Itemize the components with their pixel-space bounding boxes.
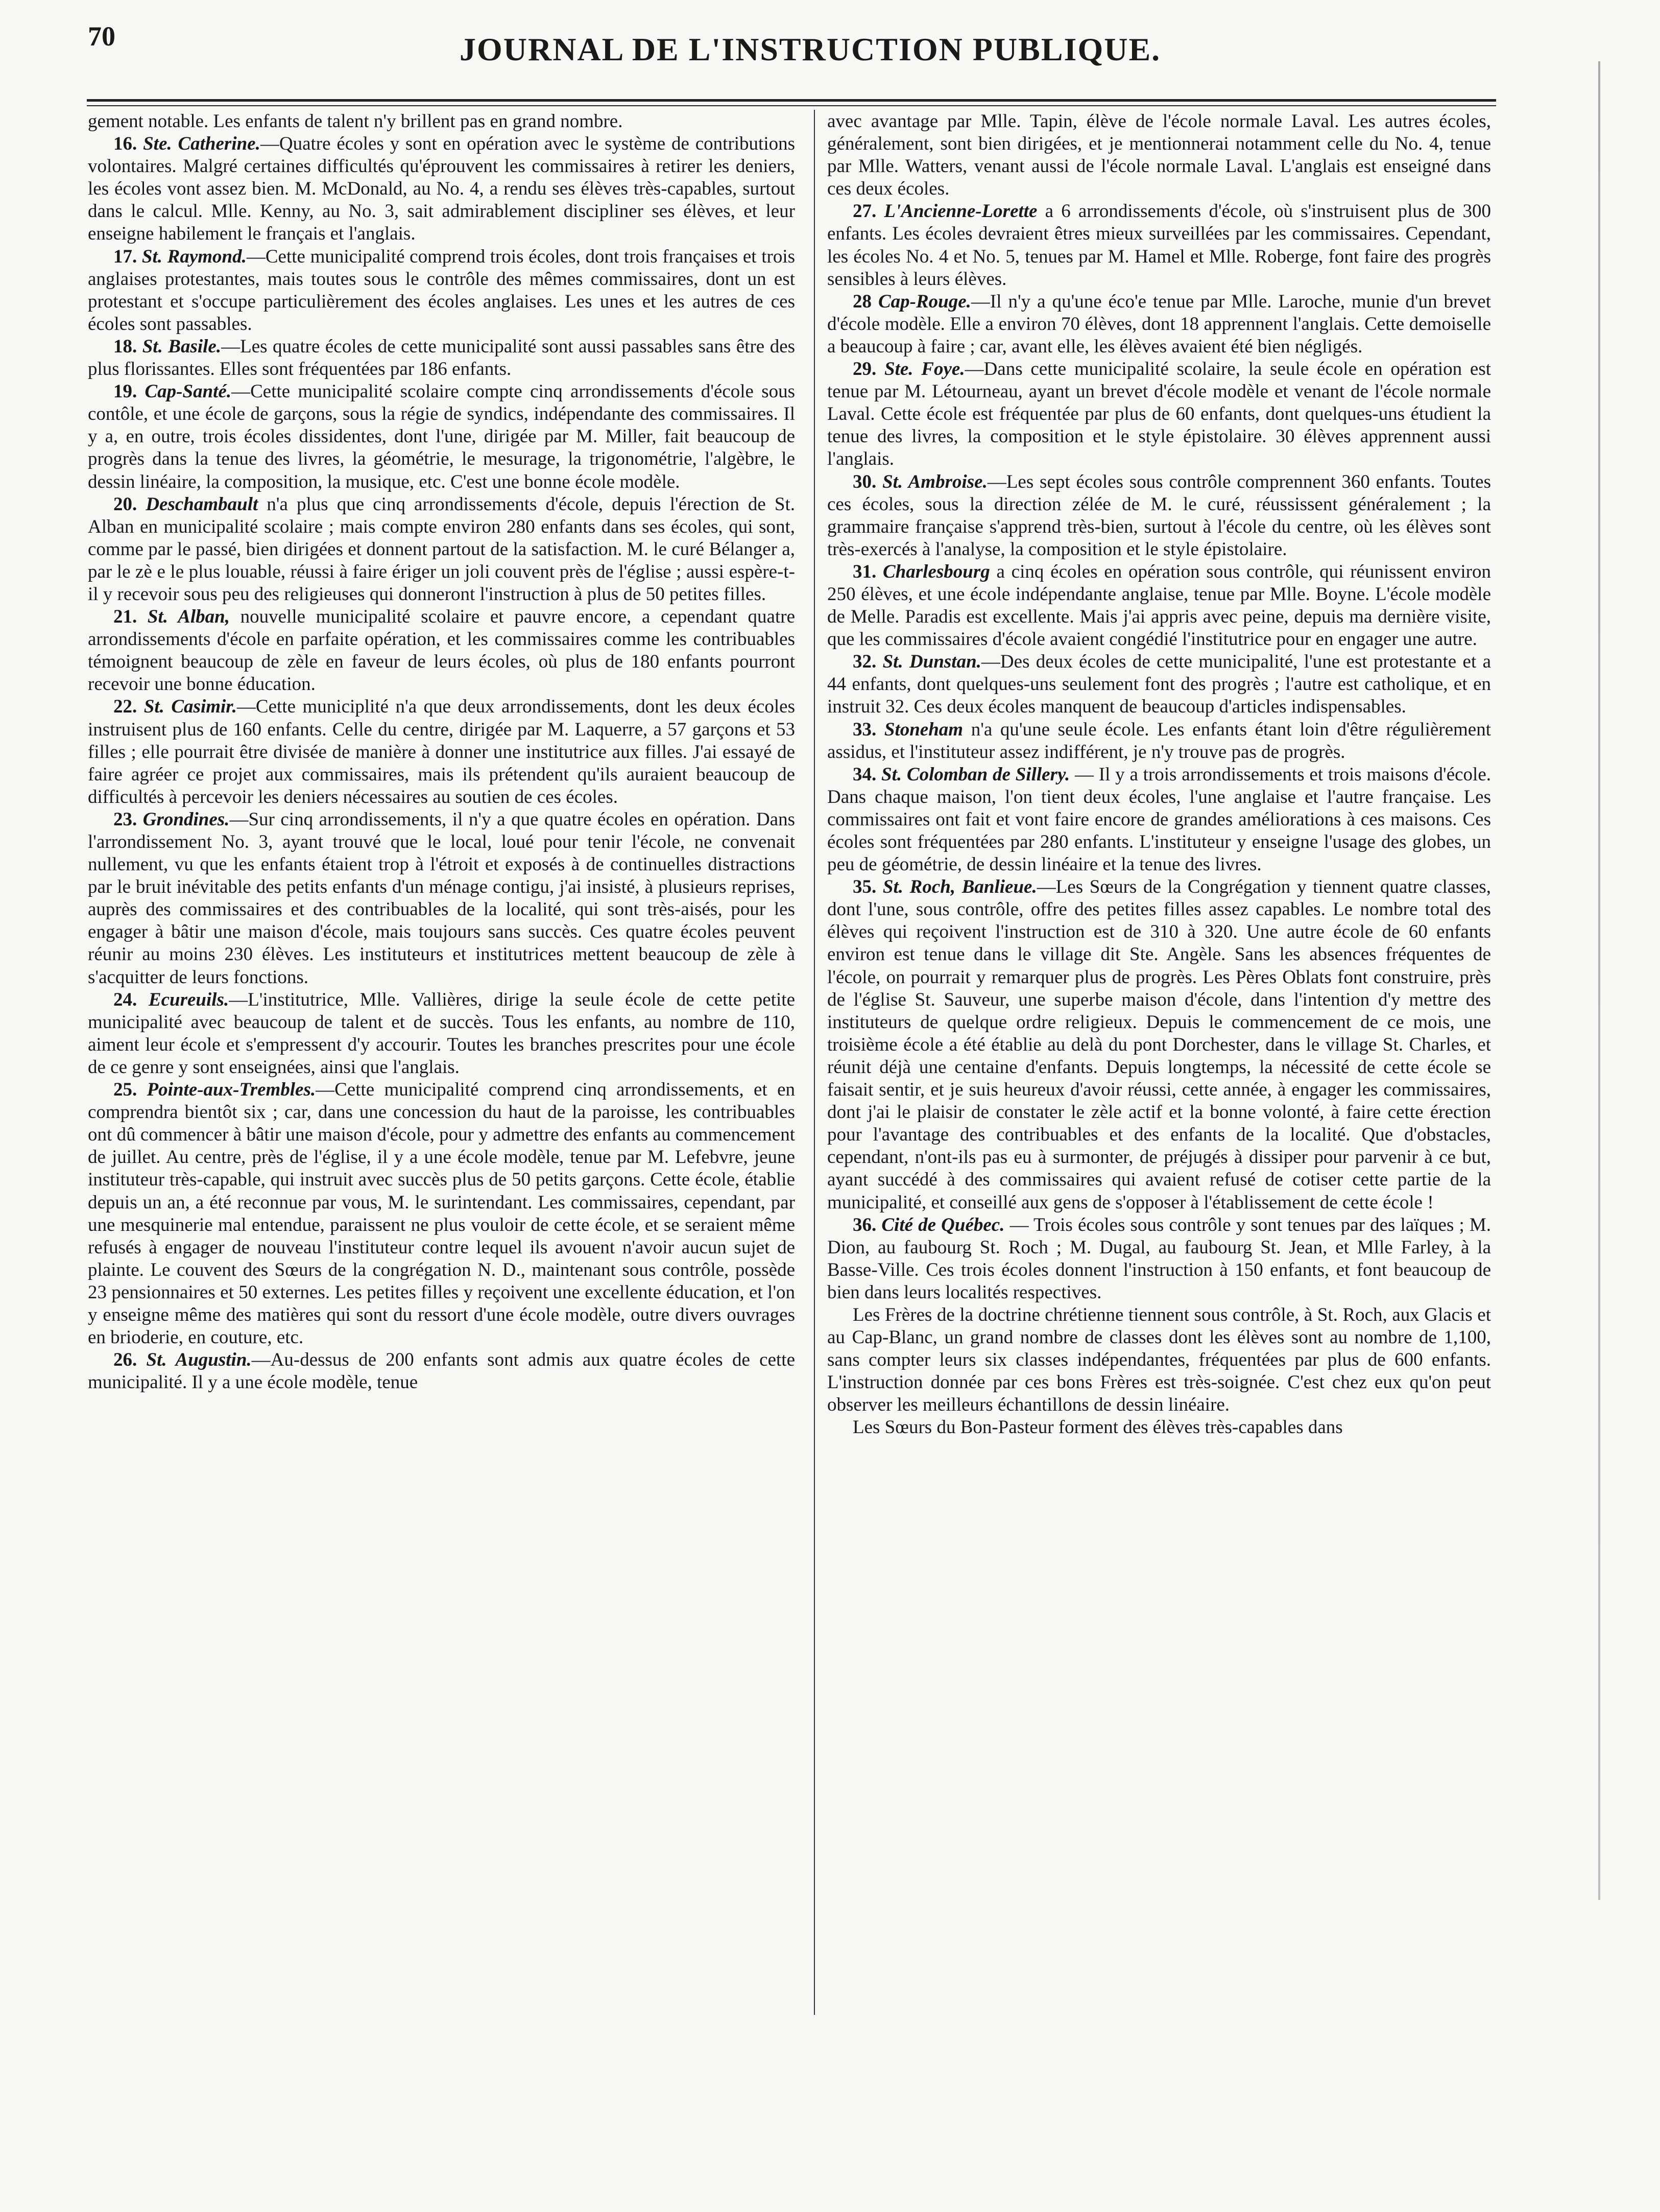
section-heading: St. Augustin. (146, 1349, 252, 1371)
section-heading: Cap-Santé. (145, 381, 232, 402)
section-heading: L'Ancienne-Lorette (884, 201, 1038, 222)
paragraph (827, 471, 1491, 561)
header-rule-thin (87, 105, 1496, 106)
paragraph-text: —Les Sœurs de la Congrégation y tiennent quatre classes, dont l'une, sous contrôle, offre des petites filles assez capables. Le nombre total des élèves qui reçoivent l'instruction est de 310 à 320. Une autre école de 60 enfants environ est tenue dans le village dit Ste. Angèle. Sans les absences fréquentes de l'école, on pourrait y remarquer plus de progrès. Les Pères Oblats font construire, près de l'église St. Sauveur, une superbe maison d'école, dans l'intention d'y mettre des instituteurs de quelque ordre religieux. Depuis le commencement de ce mois, une troisième école a été établie au delà du pont Dorchester, dans le village St. Charles, et réunit déjà une centaine d'enfants. Depuis longtemps, la nécessité de cette école se faisait sentir, et je suis heureux d'avoir réussi, cette année, à engager les commissaires, dont j'ai le plaisir de constater le zèle actif et la bonne volonté, à faire cette érection pour l'avantage des contribuables et des enfants de la localité. Que d'obstacles, cependant, n'ont-ils pas eu à surmonter, de préjugés à dissiper pour parvenir à ce but, ayant succédé à des commissaires qui avaient refusé de cotiser cette partie de la municipalité, et conseillé aux gens de s'opposer à l'établissement de cette école ! (827, 876, 1491, 1213)
section-heading: Ste. Catherine. (143, 133, 260, 155)
paragraph-text: —Il n'y a qu'une éco'e tenue par Mlle. Laroche, munie d'un brevet d'école modèle. Elle a environ 70 élèves, dont 18 apprennent l'anglais. Cette demoiselle a beaucoup à faire ; car, avant elle, les élèves avaient été bien négligés. (827, 291, 1491, 357)
section-heading: St. Ambroise. (882, 471, 988, 492)
section-heading: St. Basile. (142, 336, 222, 357)
section-number: 30. (853, 471, 883, 492)
section-heading: Cap-Rouge. (878, 291, 971, 312)
paragraph (88, 989, 795, 1079)
paragraph (827, 358, 1491, 470)
section-number: 22. (113, 696, 144, 718)
section-number: 27. (853, 201, 884, 222)
paragraph-text: n'a qu'une seule école. Les enfants étant loin d'être régulièrement assidus, et l'instituteur assez indifférent, je n'y trouve pas de progrès. (827, 719, 1491, 763)
paragraph (827, 764, 1491, 876)
section-number: 24. (113, 989, 149, 1010)
column-divider (814, 110, 815, 2015)
paragraph (88, 606, 795, 696)
paragraph (827, 561, 1491, 651)
paragraph-text: gement notable. Les enfants de talent n'y brillent pas en grand nombre. (88, 111, 623, 132)
journal-title: JOURNAL DE L'INSTRUCTION PUBLIQUE. (460, 31, 1161, 67)
section-number: 29. (853, 359, 885, 380)
section-number: 18. (113, 336, 142, 357)
paragraph (827, 1214, 1491, 1304)
paragraph (827, 1416, 1491, 1439)
section-heading: Charlesbourg (883, 561, 990, 582)
paragraph (827, 651, 1491, 718)
section-number: 23. (113, 808, 143, 830)
section-number: 20. (113, 493, 146, 515)
section-heading: St. Dunstan. (882, 651, 981, 673)
section-number: 31. (853, 561, 883, 582)
paragraph-text: —Cette municiplité n'a que deux arrondissements, dont les deux écoles instruisent plus de 160 enfants. Celle du centre, dirigée par M. Laquerre, a 57 garçons et 53 filles ; elle pourrait être divisée de manière à donner une institutrice aux filles. J'ai essayé de faire agréer ce projet aux commissaires, mais ils prétendent qu'ils auraient beaucoup de difficultés à percevoir les deniers nécessaires au soutien de ces écoles. (88, 696, 795, 807)
section-heading: St. Alban, (147, 606, 230, 628)
section-heading: Cité de Québec. (881, 1214, 1005, 1235)
header-rule-thick (87, 99, 1496, 102)
left-column (88, 110, 795, 1394)
section-number: 33. (853, 719, 884, 740)
paragraph-text: —Les sept écoles sous contrôle comprennent 360 enfants. Toutes ces écoles, sous la direction zélée de M. le curé, réussissent généralement ; la grammaire française s'apprend très-bien, surtout à l'école du centre, où les élèves sont très-exercés à l'analyse, la composition et le style épistolaire. (827, 471, 1491, 560)
paragraph (88, 246, 795, 336)
section-heading: Ste. Foye. (884, 359, 965, 380)
section-heading: St. Raymond. (141, 246, 247, 267)
section-number: 26. (113, 1349, 147, 1371)
paragraph (88, 133, 795, 245)
section-number: 21. (113, 606, 148, 628)
section-number: 25. (113, 1079, 147, 1101)
paragraph-text: —Des deux écoles de cette municipalité, l'une est protestante et a 44 enfants, dont quelques-uns seulement font des progrès ; l'autre est catholique, et en instruit 32. Ces deux écoles manquent de beaucoup d'articles indispensables. (827, 651, 1491, 718)
section-heading: Deschambault (146, 493, 258, 515)
paragraph-text: nouvelle municipalité scolaire et pauvre encore, a cependant quatre arrondissements d'école en parfaite opération, et les commissaires comme les contribuables témoignent beaucoup de zèle en faveur de leurs écoles, où plus de 180 enfants pourront recevoir une bonne éducation. (88, 606, 795, 695)
section-heading: Stoneham (884, 719, 964, 740)
page-number: 70 (88, 21, 115, 52)
paragraph (88, 380, 795, 493)
section-heading: St. Roch, Banlieue. (882, 876, 1037, 898)
paragraph (827, 110, 1491, 200)
paragraph-text: —Dans cette municipalité scolaire, la seule école en opération est tenue par M. Létourneau, ayant un brevet d'école modèle et venant de l'école normale Laval. Cette école est fréquentée par plus de 60 enfants, dont quelques-uns étudient la tenue des livres, la composition et le style épistolaire. 30 élèves apprennent aussi l'anglais. (827, 359, 1491, 470)
paragraph (88, 1349, 795, 1394)
paragraph-text: —Cette municipalité comprend trois écoles, dont trois françaises et trois anglaises protestantes, mais toutes sous le contrôle des mêmes commissaires, dont un est protestant et s'occupe particulièrement des écoles anglaises. Les unes et les autres de ces écoles sont passables. (88, 246, 796, 335)
section-heading: Ecureuils. (148, 989, 229, 1010)
section-heading: St. Casimir. (143, 696, 237, 718)
section-heading: Pointe-aux-Trembles. (147, 1079, 316, 1101)
paragraph-text: avec avantage par Mlle. Tapin, élève de l'école normale Laval. Les autres écoles, généralement, sont bien dirigées, et je mentionnerai notamment celle du No. 4, tenue par Mlle. Watters, venant aussi de l'école normale Laval. L'anglais est enseigné dans ces deux écoles. (827, 111, 1491, 200)
paragraph (88, 110, 795, 133)
paragraph-text: — Trois écoles sous contrôle y sont tenues par des laïques ; M. Dion, au faubourg St. Roch ; M. Dugal, au faubourg St. Jean, et Mlle Farley, à la Basse-Ville. Ces trois écoles donnent l'instruction à 150 enfants, et font beaucoup de bien dans leurs localités respectives. (827, 1214, 1491, 1303)
section-number: 16. (113, 133, 143, 155)
section-number: 19. (113, 381, 145, 402)
paragraph-text: Les Sœurs du Bon-Pasteur forment des élèves très-capables dans (853, 1417, 1343, 1438)
section-number: 34. (853, 764, 882, 785)
paragraph-text: —Sur cinq arrondissements, il n'y a que quatre écoles en opération. Dans l'arrondissement No. 3, ayant trouvé que le local, loué pour tenir l'école, ne convenait nullement, vu que les enfants étaient trop à l'étroit et exposés à de continuelles distractions par le bruit inévitable des petits enfants d'un ménage contigu, j'ai insisté, à plusieurs reprises, auprès des commissaires et des contribuables de la localité, qui sont très-aisés, pour les engager à bâtir une maison d'école, mais toujours sans succès. Ces quatre écoles peuvent réunir au moins 230 élèves. Les instituteurs et institutrices mettent beaucoup de zèle à s'acquitter de leurs fonctions. (88, 808, 796, 988)
section-number: 32. (853, 651, 883, 673)
paragraph (827, 200, 1491, 290)
section-number: 28 (853, 291, 878, 312)
right-column (827, 110, 1491, 1439)
section-number: 17. (113, 246, 142, 267)
paragraph (88, 696, 795, 808)
section-number: 35. (853, 876, 883, 898)
page-edge-shadow (1598, 61, 1600, 1900)
paragraph-text: a cinq écoles en opération sous contrôle, qui réunissent environ 250 élèves, et une école indépendante anglaise, tenue par Mlle. Boyne. L'école modèle de Melle. Paradis est excellente. Mais j'ai appris avec peine, depuis ma dernière visite, que les commissaires d'école avaient congédié l'institutrice pour en engager une autre. (827, 561, 1491, 650)
section-heading: St. Colomban de Sillery. (881, 764, 1070, 785)
paragraph-text: — Il y a trois arrondissements et trois maisons d'école. Dans chaque maison, l'on tient deux écoles, l'une anglaise et l'autre française. Les commissaires ont fait et vont faire encore de grandes améliorations à ces maisons. Ces écoles sont fréquentées par 280 enfants. L'instituteur y enseigne l'usage des globes, un peu de géométrie, de dessin linéaire et la tenue des livres. (827, 764, 1491, 875)
paragraph-text: —Les quatre écoles de cette municipalité sont aussi passables sans être des plus florissantes. Elles sont fréquentées par 186 enfants. (88, 336, 796, 380)
paragraph-text: —Cette municipalité scolaire compte cinq arrondissements d'école sous contôle, et une école de garçons, sous la régie de syndics, indépendante des commissaires. Il y a, en outre, trois écoles dissidentes, dont l'une, dirigée par M. Miller, fait beaucoup de progrès dans la tenue des livres, la géométrie, le mesurage, la trigonométrie, l'algèbre, le dessin linéaire, la composition, la musique, etc. C'est une bonne école modèle. (88, 381, 795, 492)
paragraph (827, 291, 1491, 358)
paragraph (88, 808, 795, 989)
section-heading: Grondines. (142, 808, 230, 830)
paragraph (88, 336, 795, 380)
paragraph (827, 1304, 1491, 1416)
paragraph (827, 876, 1491, 1214)
paragraph (827, 719, 1491, 764)
paragraph (88, 493, 795, 606)
paragraph-text: a 6 arrondissements d'école, où s'instruisent plus de 300 enfants. Les écoles devraient êtres mieux surveillées par les commissaires. Cependant, les écoles No. 4 et No. 5, tenues par M. Hamel et Mlle. Roberge, font faire des progrès sensibles à leurs élèves. (827, 201, 1491, 290)
paragraph (88, 1079, 795, 1349)
paragraph-text: n'a plus que cinq arrondissements d'école, depuis l'érection de St. Alban en municipalité scolaire ; mais compte environ 280 enfants dans ses écoles, qui sont, comme par le passé, bien dirigées et donnent partout de la satisfaction. M. le curé Bélanger a, par le zè e le plus louable, réussi à faire ériger un joli couvent près de l'église ; aussi espère-t-il y recevoir sous peu des religieuses qui donneront l'instruction à plus de 50 petites filles. (88, 493, 796, 605)
paragraph-text: —Quatre écoles y sont en opération avec le système de contributions volontaires. Malgré certaines difficultés qu'éprouvent les commissaires à retirer les deniers, les écoles vont assez bien. M. McDonald, au No. 4, a rendu ses élèves très-capables, surtout dans le calcul. Mlle. Kenny, au No. 3, sait admirablement discipliner ses élèves, et leur enseigne habilement le français et l'anglais. (88, 133, 796, 245)
paragraph-text: —L'institutrice, Mlle. Vallières, dirige la seule école de cette petite municipalité avec beaucoup de talent et de succès. Tous les enfants, au nombre de 110, aiment leur école et s'empressent d'y accourir. Toutes les branches prescrites pour une école de ce genre y sont enseignées, ainsi que l'anglais. (88, 989, 795, 1078)
paragraph-text: Les Frères de la doctrine chrétienne tiennent sous contrôle, à St. Roch, aux Glacis et au Cap-Blanc, un grand nombre de classes dont les élèves sont au nombre de 1,100, sans compter leurs six classes indépendantes, fréquentées par plus de 600 enfants. L'instruction donnée par ces bons Frères est très-soignée. C'est chez eux qu'on peut observer les meilleurs échantillons de dessin linéaire. (827, 1304, 1491, 1416)
paragraph-text: —Cette municipalité comprend cinq arrondissements, et en comprendra bientôt six ; car, dans une concession du haut de la paroisse, les contribuables ont dû commencer à bâtir une maison d'école, pour y admettre des enfants au commencement de juillet. Au centre, près de l'église, il y a une école modèle, tenue par M. Lefebvre, jeune instituteur très-capable, qui instruit avec succès plus de 50 petits garçons. Cette école, établie depuis un an, a été reconnue par vous, M. le surintendant. Les commissaires, cependant, par une mesquinerie mal entendue, paraissent ne plus vouloir de cette école, et se seraient même refusés à engager de nouveau l'instituteur contre lequel ils avouent n'avoir aucun sujet de plainte. Le couvent des Sœurs de la congrégation N. D., maintenant sous contrôle, possède 23 pensionnaires et 50 externes. Les petites filles y reçoivent une excellente éducation, et l'on y enseigne même des matières qui sont du ressort d'une école modèle, outre divers ouvrages en brioderie, en couture, etc. (88, 1079, 795, 1348)
section-number: 36. (853, 1214, 882, 1235)
paragraph-text: —Au-dessus de 200 enfants sont admis aux quatre écoles de cette municipalité. Il y a une école modèle, tenue (88, 1349, 795, 1393)
